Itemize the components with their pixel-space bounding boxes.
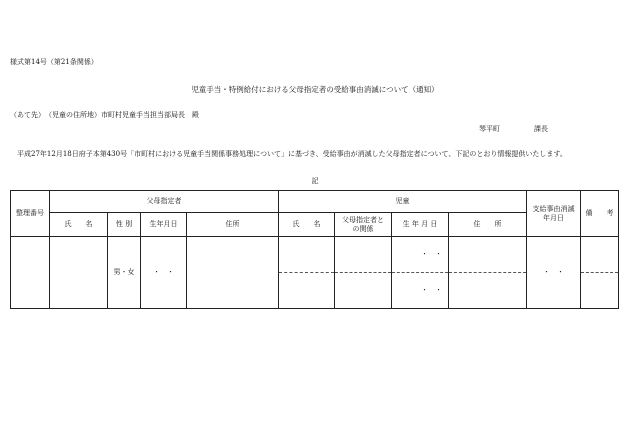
header-child-group: 児童 <box>279 191 527 213</box>
cell-parent-name[interactable] <box>50 237 108 309</box>
sender-town: 琴平町 <box>479 125 500 133</box>
header-parent-birth: 生年月日 <box>141 213 187 237</box>
cell-child-birth-1[interactable]: ・ ・ <box>392 237 449 273</box>
header-shikyu-date <box>527 191 581 237</box>
cell-child-address-2[interactable] <box>449 273 527 309</box>
form-number: 様式第14号（第21条関係） <box>10 58 98 66</box>
cell-seiri[interactable] <box>11 237 50 309</box>
header-child-address: 住 所 <box>449 213 527 237</box>
cell-child-relation-2[interactable] <box>335 273 392 309</box>
addressee: （あて先） （児童の住所地）市町村児童手当担当部局長 殿 <box>10 111 199 119</box>
header-child-relation-label: 父母指定者との関係 <box>342 215 384 233</box>
header-parent-address: 住所 <box>187 213 279 237</box>
cell-child-address-1[interactable] <box>449 237 527 273</box>
sender-section: 課長 <box>534 125 548 133</box>
ki-heading: 記 <box>311 177 319 185</box>
cell-biko-2[interactable] <box>581 273 619 309</box>
notification-table <box>10 190 619 309</box>
header-parent-group: 父母指定者 <box>50 191 279 213</box>
table-row <box>11 237 619 273</box>
header-parent-name: 氏 名 <box>50 213 108 237</box>
document-title: 児童手当・特例給付における父母指定者の受給事由消滅について（通知） <box>191 85 439 94</box>
body-text: 平成27年12月18日府子本第430号「市町村における児童手当関係事務処理について」に基づき、受給事由が消滅した父母指定者について、下記のとおり情報提供いたします。 <box>17 150 567 158</box>
header-parent-gender: 性 別 <box>108 213 141 237</box>
cell-parent-gender[interactable]: 男・女 <box>108 237 141 309</box>
header-child-relation <box>335 213 392 237</box>
cell-child-birth-2[interactable]: ・ ・ <box>392 273 449 309</box>
cell-shikyu-date[interactable]: ・ ・ <box>527 237 581 309</box>
sender <box>479 124 548 134</box>
cell-child-name-2[interactable] <box>279 273 335 309</box>
header-biko: 備 考 <box>581 191 619 237</box>
cell-parent-address[interactable] <box>187 237 279 309</box>
header-shikyu-date-label: 支給事由消滅年月日 <box>532 204 575 222</box>
cell-parent-birth[interactable]: ・ ・ <box>141 237 187 309</box>
cell-child-relation-1[interactable] <box>335 237 392 273</box>
header-seiri-bangou: 整理番号 <box>11 191 50 237</box>
header-child-name: 氏 名 <box>279 213 335 237</box>
header-child-birth: 生 年 月 日 <box>392 213 449 237</box>
cell-biko-1[interactable] <box>581 237 619 273</box>
cell-child-name-1[interactable] <box>279 237 335 273</box>
